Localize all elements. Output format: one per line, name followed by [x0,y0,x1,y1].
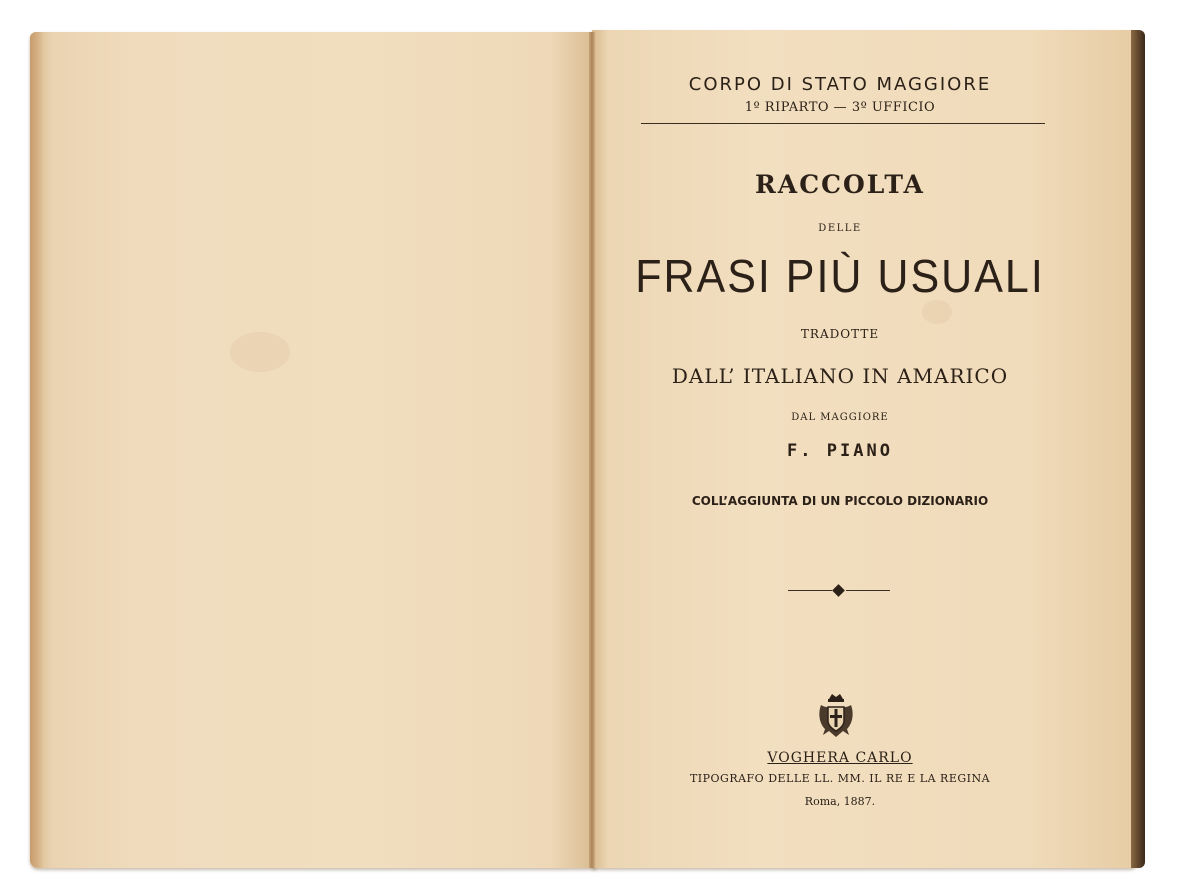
left-blank-page [30,32,596,868]
ornament-diamond [832,584,845,597]
book-cover-edge [1131,30,1145,868]
addition-note: COLL’AGGIUNTA DI UN PICCOLO DIZIONARIO [691,494,989,508]
ornament-line-right [846,590,890,591]
header-rule [641,123,1045,124]
diamond-rule-ornament-icon [788,585,890,597]
ornament-line-left [788,590,832,591]
title-language: DALL’ ITALIANO IN AMARICO [671,364,1009,388]
place-date: Roma, 1887. [804,795,876,808]
royal-crest-icon [815,693,857,739]
header-department: 1º RIPARTO — 3º UFFICIO [744,100,936,115]
main-title: FRASI PIÙ USUALI [635,251,1045,303]
printer-name: VOGHERA CARLO [767,750,913,766]
printer-title: TIPOGRAFO DELLE LL. MM. IL RE E LA REGINA [689,772,991,785]
paper-stain [230,332,290,372]
author-name: F. PIANO [787,441,893,461]
author-prefix: DAL MAGGIORE [791,412,889,423]
header-office: CORPO DI STATO MAGGIORE [688,74,992,95]
title-raccolta: RACCOLTA [755,170,925,199]
title-delle: DELLE [818,223,862,234]
title-tradotte: TRADOTTE [800,327,880,341]
